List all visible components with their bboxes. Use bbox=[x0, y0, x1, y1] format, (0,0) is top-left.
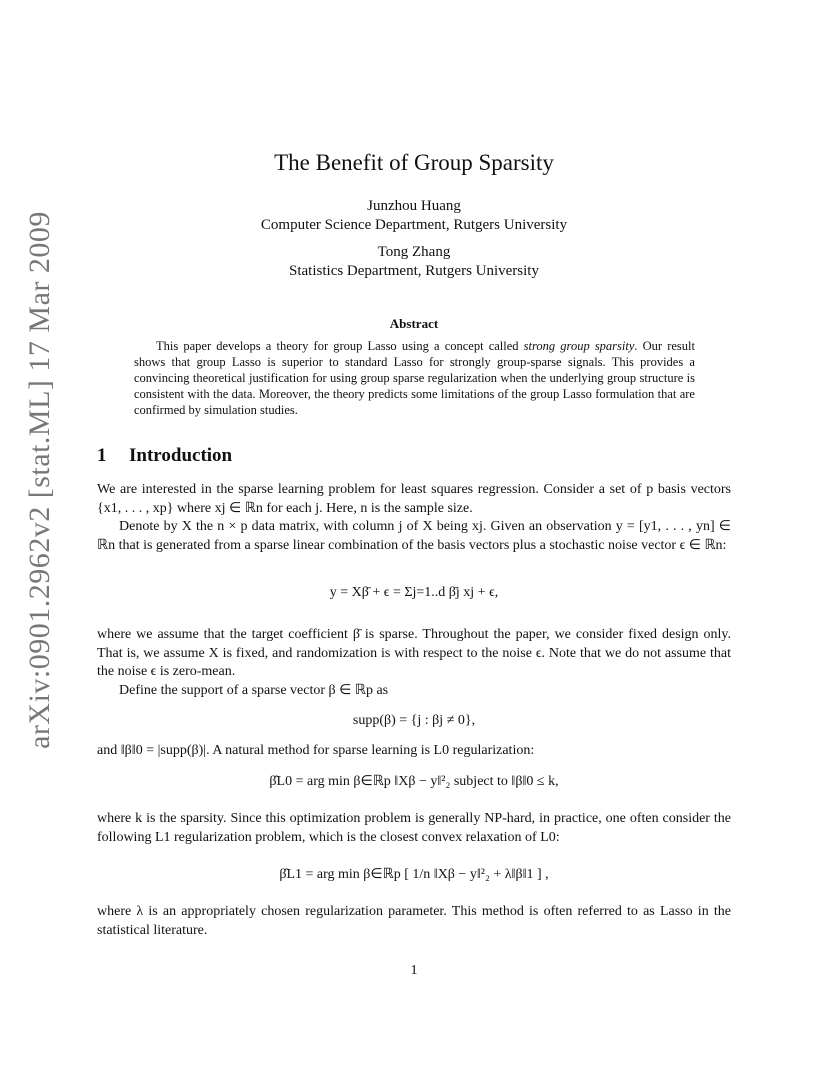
abstract-text-after: . Our result shows that group Lasso is superior to standard Lasso for strongly group-sparse signals. This provides a convincing theoretical justification for using group sparse regularization when the underlying group structure is consistent with the data. Moreover, the theory predicts some limitations of the group Lasso formulation that are confirmed by simulation studies. bbox=[134, 339, 695, 417]
equation-4: β̂L1 = arg min β∈ℝp [ 1/n ‖Xβ − y‖²₂ + λ‖β‖1 ] , bbox=[279, 867, 549, 882]
author-1-name: Junzhou Huang bbox=[367, 198, 461, 214]
section-title: Introduction bbox=[129, 445, 233, 466]
abstract-body bbox=[134, 338, 695, 418]
abstract-emphasis: strong group sparsity bbox=[523, 339, 635, 353]
author-2-affiliation: Statistics Department, Rutgers University bbox=[289, 263, 539, 279]
paragraph-7: where λ is an appropriately chosen regularization parameter. This method is often referred to as Lasso in the statistical literature. bbox=[97, 904, 731, 938]
arxiv-stamp bbox=[14, 211, 66, 749]
equation-1: y = Xβ̄ + ϵ = Σj=1..d β̄j xj + ϵ, bbox=[329, 585, 499, 600]
section-heading bbox=[97, 445, 232, 467]
paragraph-2: Denote by X the n × p data matrix, with column j of X being xj. Given an observation y = [y1, . . . , yn] ∈ ℝn that is generated from a sparse linear combination of the basis vectors plus a stochastic noise vector ϵ ∈ ℝn: bbox=[97, 519, 731, 553]
paragraph-1: We are interested in the sparse learning problem for least squares regression. Consider a set of p basis vectors {x1, . . . , xp} where xj ∈ ℝn for each j. Here, n is the sample size. bbox=[97, 482, 731, 516]
paragraph-4: Define the support of a sparse vector β ∈ ℝp as bbox=[119, 683, 389, 698]
equation-2: supp(β) = {j : βj ≠ 0}, bbox=[352, 713, 476, 728]
paragraph-5: and ‖β‖0 = |supp(β)|. A natural method for sparse learning is L0 regularization: bbox=[97, 743, 535, 758]
arxiv-stamp-text: arXiv:0901.2962v2 [stat.ML] 17 Mar 2009 bbox=[23, 211, 57, 749]
section-number: 1 bbox=[97, 445, 107, 466]
abstract-heading: Abstract bbox=[389, 316, 439, 331]
page-number: 1 bbox=[410, 963, 418, 978]
author-1-affiliation: Computer Science Department, Rutgers University bbox=[260, 217, 568, 233]
paper-title: The Benefit of Group Sparsity bbox=[274, 150, 554, 175]
equation-3: β̂L0 = arg min β∈ℝp ‖Xβ − y‖²₂ subject to ‖β‖0 ≤ k, bbox=[269, 774, 559, 789]
abstract-text-before: This paper develops a theory for group Lasso using a concept called bbox=[156, 339, 524, 353]
author-2-name: Tong Zhang bbox=[377, 244, 451, 260]
paragraph-3: where we assume that the target coefficient β̄ is sparse. Throughout the paper, we consider fixed design only. That is, we assume X is fixed, and randomization is with respect to the noise ϵ. Note that we do not assume that the noise ϵ is zero-mean. bbox=[97, 627, 731, 679]
paragraph-6: where k is the sparsity. Since this optimization problem is generally NP-hard, in practice, one often consider the following L1 regularization problem, which is the closest convex relaxation of L0: bbox=[97, 811, 731, 845]
